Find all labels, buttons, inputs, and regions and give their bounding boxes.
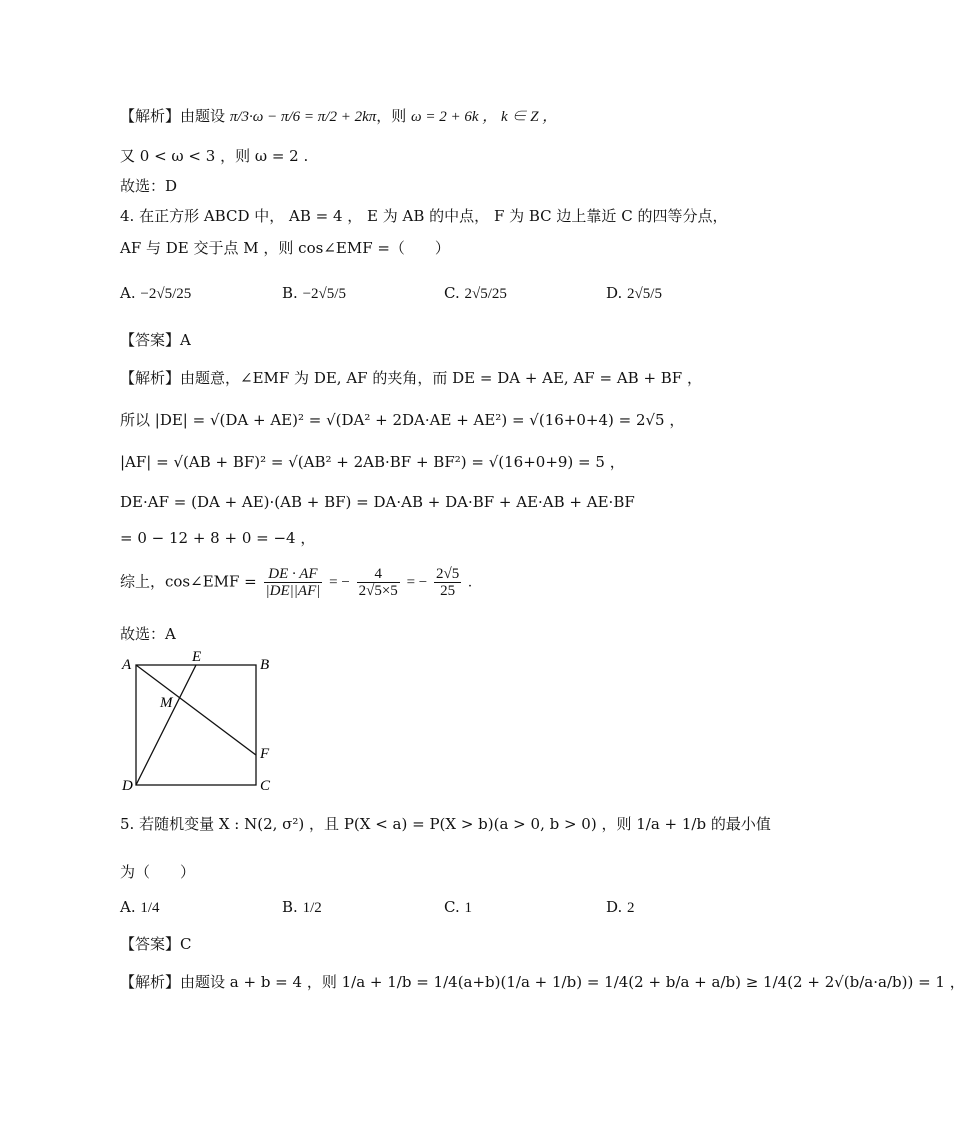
label-c: C bbox=[260, 778, 271, 794]
q4-option-a bbox=[120, 284, 191, 303]
option-value: 1/4 bbox=[140, 900, 160, 916]
analysis-then: ，则 bbox=[376, 107, 407, 125]
option-label: C. bbox=[444, 284, 460, 302]
option-value: 2 bbox=[627, 900, 635, 916]
label-a: A bbox=[122, 657, 132, 673]
q4-stem-line1: 4. 在正方形 ABCD 中， AB = 4 ， E 为 AB 的中点， F 为 BC 边上靠近 C 的四等分点， bbox=[120, 207, 728, 225]
option-label: B. bbox=[282, 284, 298, 302]
q5-analysis: 【解析】由题设 a + b = 4 ，则 1/a + 1/b = 1/4(a+b)(1/a + 1/b) = 1/4(2 + b/a + a/b) ≥ 1/4(2 + 2√(b/a·a/b)) = 1 ， bbox=[120, 973, 965, 991]
label-d: D bbox=[122, 778, 133, 794]
option-label: D. bbox=[606, 284, 623, 302]
label-m: M bbox=[160, 695, 173, 711]
analysis-intro: 由题设 bbox=[180, 107, 226, 125]
option-label: A. bbox=[120, 898, 136, 916]
label-b: B bbox=[260, 657, 270, 673]
q5-option-d bbox=[606, 898, 635, 917]
q4-option-d bbox=[606, 284, 662, 303]
option-value: 2√5/25 bbox=[464, 286, 507, 302]
q4-choose: 故选：A bbox=[120, 625, 176, 643]
q4-analysis-line3: |AF| = √(AB + BF)² = √(AB² + 2AB·BF + BF²) = √(16+0+9) = 5 ， bbox=[120, 453, 625, 471]
analysis-prev-choose: 故选：D bbox=[120, 177, 178, 195]
fraction-numerator: 4 bbox=[357, 566, 400, 583]
fraction-denominator: 2√5×5 bbox=[358, 583, 398, 599]
analysis-equation: π/3·ω − π/6 = π/2 + 2kπ bbox=[229, 109, 377, 125]
q4-stem-line2: AF 与 DE 交于点 M ，则 cos∠EMF =（ ） bbox=[120, 239, 450, 257]
q4-analysis-line1: 【解析】由题意，∠EMF 为 DE, AF 的夹角，而 DE = DA + AE, AF = AB + BF ， bbox=[120, 369, 702, 387]
q4-analysis-line6: 综上，cos∠EMF = $\frac{DE \cdot AF}{|DE||AF|}$ = − $\frac{4}{2√5\times 5}$ = − $\frac{2√5}{25}$ . bbox=[120, 566, 472, 599]
square-diagram bbox=[110, 650, 280, 800]
label-e: E bbox=[192, 649, 202, 665]
fraction-numerator: 2√5 bbox=[436, 566, 460, 582]
option-label: B. bbox=[282, 898, 298, 916]
fraction-numerator: DE · AF bbox=[264, 566, 323, 583]
q5-stem-line2: 为（ ） bbox=[120, 863, 196, 881]
cos-fraction-2 bbox=[357, 566, 400, 599]
q5-option-c bbox=[444, 898, 472, 917]
q5-stem-line1: 5. 若随机变量 X : N(2, σ²) ，且 P(X < a) = P(X > b)(a > 0, b > 0) ，则 1/a + 1/b 的最小值 bbox=[120, 815, 771, 833]
fraction-denominator: |DE||AF| bbox=[265, 583, 321, 599]
cos-fraction-1 bbox=[264, 566, 323, 599]
segment-af bbox=[136, 665, 256, 755]
q4-analysis-line5: = 0 − 12 + 8 + 0 = −4 ， bbox=[120, 529, 316, 547]
q4-analysis-line2: 所以 |DE| = √(DA + AE)² = √(DA² + 2DA·AE + AE²) = √(16+0+4) = 2√5 ， bbox=[120, 411, 685, 429]
option-label: D. bbox=[606, 898, 623, 916]
square-abcd bbox=[136, 665, 256, 785]
option-label: A. bbox=[120, 284, 136, 302]
option-value: 1 bbox=[464, 900, 472, 916]
analysis-tag: 【解析】 bbox=[120, 107, 181, 125]
q4-option-b bbox=[282, 284, 346, 303]
cos-fraction-3 bbox=[434, 566, 461, 599]
fraction-denominator: 25 bbox=[440, 583, 456, 599]
label-f: F bbox=[260, 746, 270, 762]
cos-prefix: 综上，cos∠EMF = bbox=[120, 572, 257, 591]
q4-analysis-line4: DE·AF = (DA + AE)·(AB + BF) = DA·AB + DA·BF + AE·AB + AE·BF bbox=[120, 493, 635, 511]
analysis-prev-line1 bbox=[120, 106, 557, 127]
analysis-result: ω = 2 + 6k ， k ∈ Z ， bbox=[411, 109, 558, 125]
option-value: −2√5/5 bbox=[302, 286, 346, 302]
q4-option-c bbox=[444, 284, 507, 303]
q5-option-a bbox=[120, 898, 160, 917]
q5-option-b bbox=[282, 898, 322, 917]
segment-de bbox=[136, 665, 196, 785]
option-value: −2√5/25 bbox=[140, 286, 192, 302]
analysis-prev-line2: 又 0 < ω < 3 ，则 ω = 2 . bbox=[120, 147, 309, 165]
option-label: C. bbox=[444, 898, 460, 916]
q4-answer: 【答案】A bbox=[120, 331, 191, 349]
option-value: 2√5/5 bbox=[627, 286, 662, 302]
q5-answer: 【答案】C bbox=[120, 935, 192, 953]
option-value: 1/2 bbox=[302, 900, 322, 916]
